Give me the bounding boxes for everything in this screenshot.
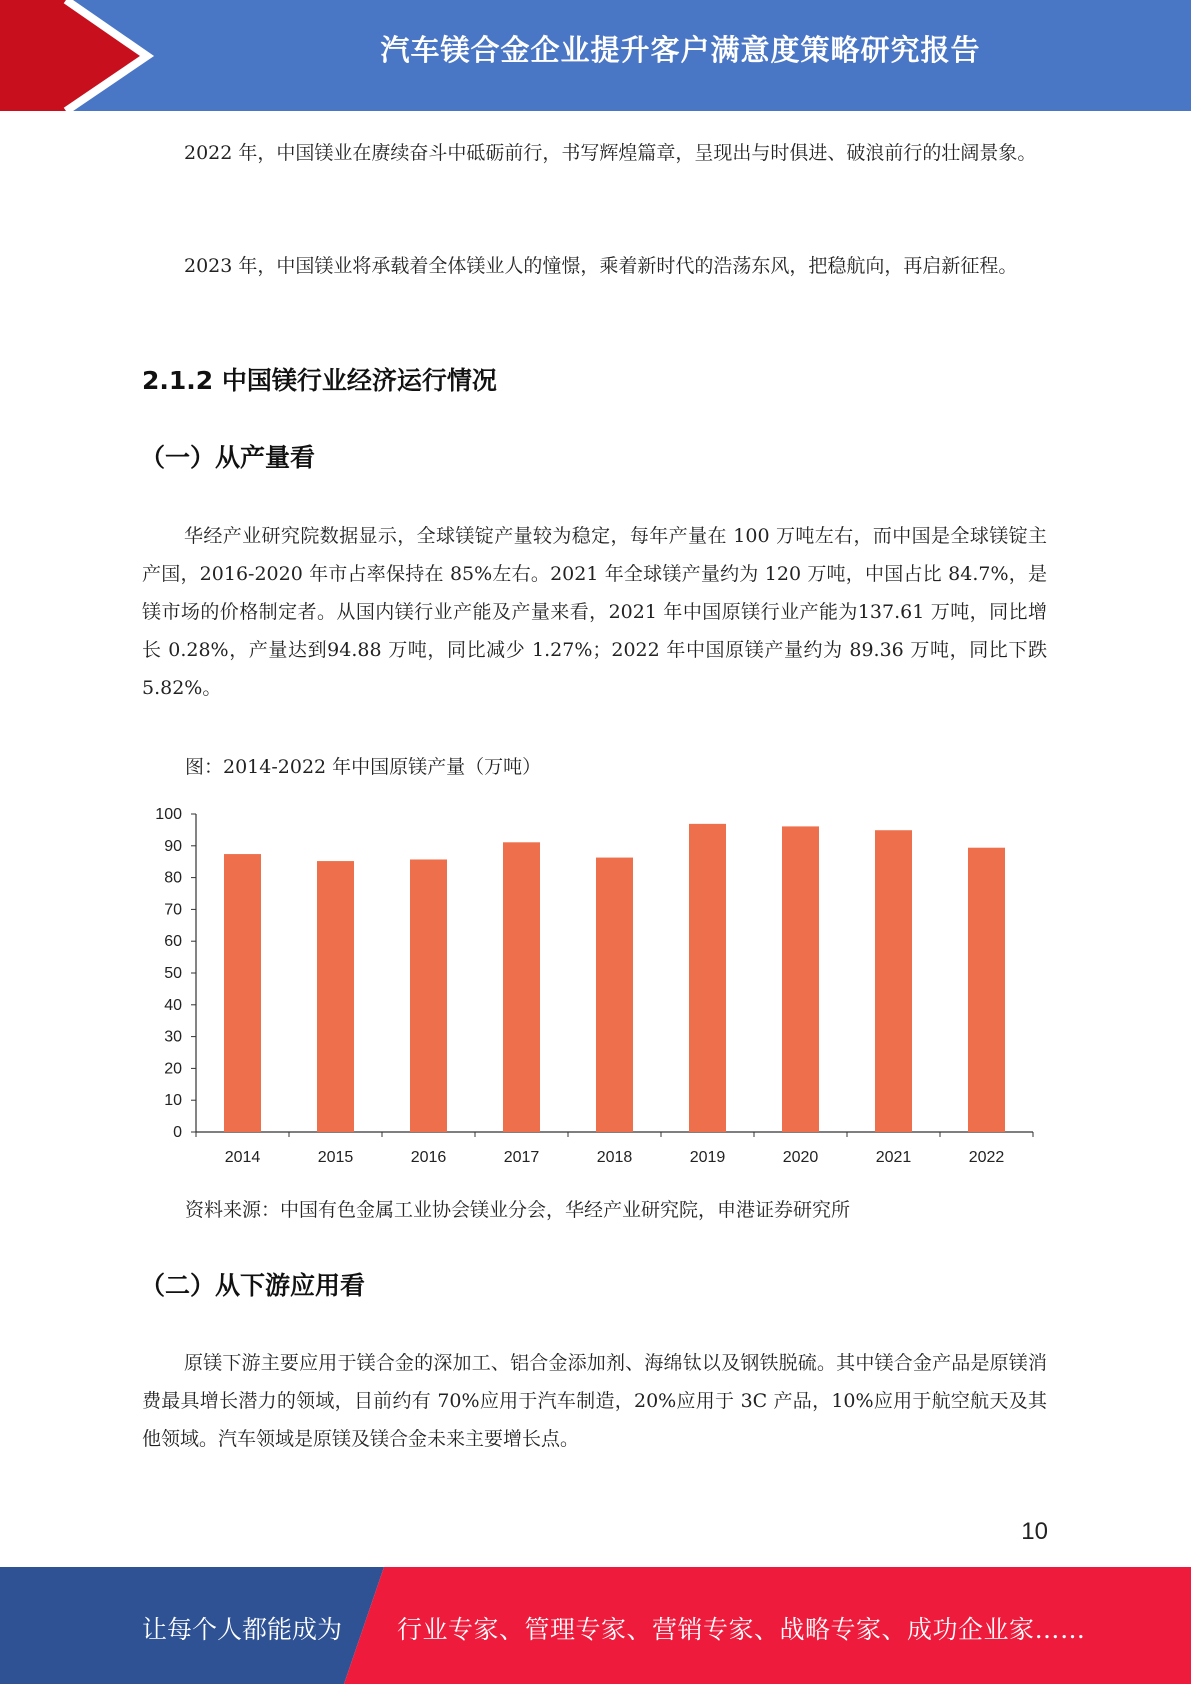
x-tick-label: 2022 — [968, 1149, 1005, 1166]
y-tick-label: 70 — [164, 901, 182, 919]
x-tick-label: 2015 — [317, 1149, 354, 1166]
paragraph-2022: 2022 年，中国镁业在赓续奋斗中砥砺前行，书写辉煌篇章，呈现出与时俱进、破浪前行的壮阔景象。 — [184, 142, 1037, 164]
bar-2016 — [410, 859, 447, 1132]
y-tick-label: 100 — [155, 806, 182, 823]
y-tick-label: 10 — [164, 1092, 182, 1110]
page-number: 10 — [1021, 1518, 1048, 1545]
y-tick-label: 0 — [173, 1124, 182, 1141]
y-tick-label: 80 — [164, 869, 182, 887]
x-tick-label: 2021 — [875, 1149, 912, 1166]
y-tick-label: 30 — [164, 1028, 182, 1046]
x-tick-label: 2018 — [596, 1149, 633, 1166]
bar-chart — [140, 790, 1040, 1170]
x-tick-label: 2017 — [503, 1149, 540, 1166]
bar-2019 — [689, 824, 726, 1132]
section-heading: 2.1.2 中国镁行业经济运行情况 — [142, 366, 497, 395]
x-tick-label: 2019 — [689, 1149, 726, 1166]
x-tick-label: 2020 — [782, 1149, 819, 1166]
paragraph-downstream: 原镁下游主要应用于镁合金的深加工、铝合金添加剂、海绵钛以及钢铁脱硫。其中镁合金产品是原镁消费最具增长潜力的领域，目前约有 70%应用于汽车制造，20%应用于 3C 产品，10%应用于航空航天及其他领域。汽车领域是原镁及镁合金未来主要增长点。 — [142, 1352, 1047, 1450]
figure-caption: 图：2014-2022 年中国原镁产量（万吨） — [185, 756, 542, 778]
red-chevron-shape — [0, 0, 147, 111]
bar-2015 — [317, 861, 354, 1132]
bar-2020 — [782, 826, 819, 1132]
paragraph-2023: 2023 年，中国镁业将承载着全体镁业人的憧憬，乘着新时代的浩荡东风，把稳航向，再启新征程。 — [184, 255, 1018, 277]
subheading-production: （一）从产量看 — [140, 443, 316, 472]
bar-2017 — [503, 842, 540, 1132]
bar-2014 — [224, 854, 261, 1132]
page-header — [0, 0, 1191, 111]
x-tick-label: 2016 — [410, 1149, 447, 1166]
footer-slogan-left: 让每个人都能成为 — [142, 1615, 343, 1644]
y-tick-label: 50 — [164, 965, 182, 982]
y-tick-label: 60 — [164, 933, 182, 951]
x-tick-label: 2014 — [224, 1149, 261, 1166]
y-tick-label: 90 — [164, 837, 182, 855]
bar-2018 — [596, 858, 633, 1132]
footer-slogan-right: 行业专家、管理专家、营销专家、战略专家、成功企业家…… — [397, 1615, 1086, 1644]
subheading-downstream: （二）从下游应用看 — [140, 1271, 366, 1300]
y-tick-label: 40 — [164, 996, 182, 1014]
header-title: 汽车镁合金企业提升客户满意度策略研究报告 — [380, 33, 981, 67]
paragraph-production: 华经产业研究院数据显示，全球镁锭产量较为稳定，每年产量在 100 万吨左右，而中国是全球镁锭主产国，2016-2020 年市占率保持在 85%左右。2021 年全球镁产量约为 120 万吨，中国占比 84.7%，是镁市场的价格制定者。从国内镁行业产能及产量来看，2021 年中国原镁行业产能为137.61 万吨，同比增长 0.28%，产量达到94.88 万吨，同比减少 1.27%；2022 年中国原镁产量约为 89.36 万吨，同比下跌 5.82%。 — [142, 525, 1047, 699]
bar-2021 — [875, 830, 912, 1132]
y-tick-label: 20 — [164, 1060, 182, 1078]
figure-source: 资料来源：中国有色金属工业协会镁业分会，华经产业研究院，申港证券研究所 — [185, 1199, 851, 1221]
page-footer — [0, 1567, 1191, 1684]
bar-2022 — [968, 848, 1005, 1132]
